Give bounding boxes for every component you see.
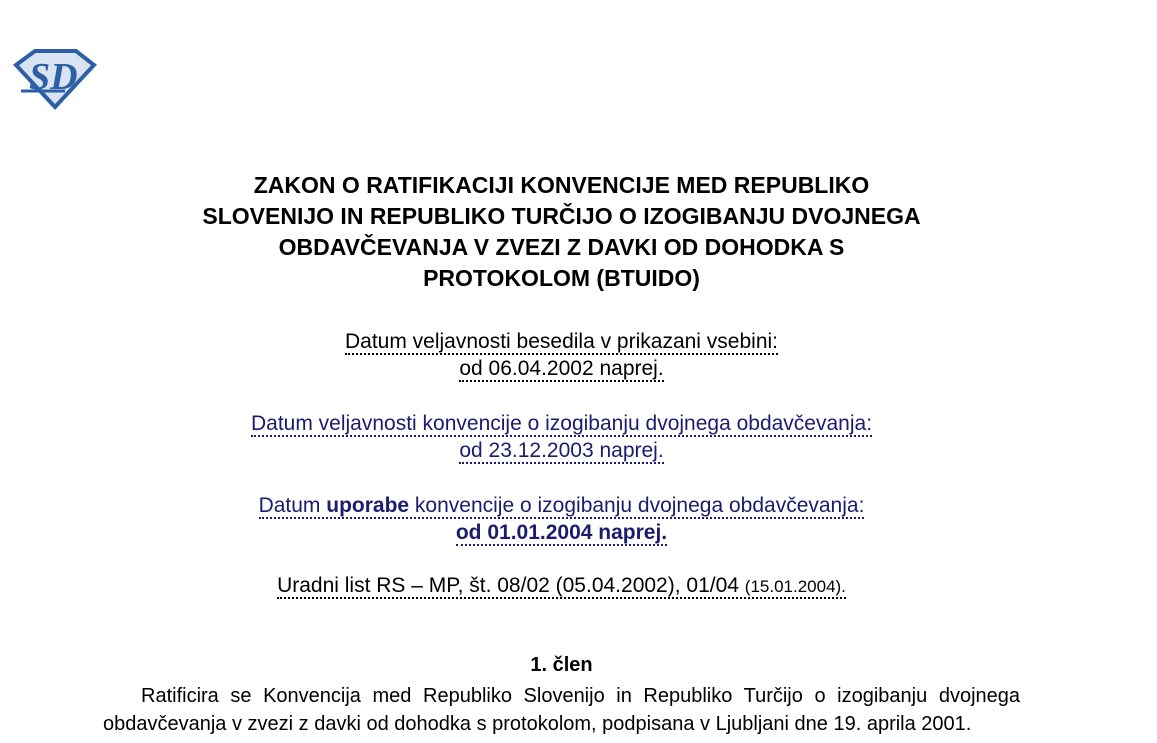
- convention-validity-label: Datum veljavnosti konvencije o izogibanju dvojnega obdavčevanja:: [250, 412, 873, 435]
- logo-letters: SD: [29, 56, 78, 98]
- article-1-heading: 1. člen: [530, 654, 593, 676]
- convention-validity-block: [103, 410, 1020, 464]
- official-gazette-main: Uradni list RS – MP, št. 08/02 (05.04.2002), 01/04: [277, 574, 745, 597]
- title-line-1: ZAKON O RATIFIKACIJI KONVENCIJE MED REPUBLIKO: [253, 172, 870, 198]
- convention-application-block: [103, 492, 1020, 546]
- convention-validity-date: od 23.12.2003 naprej.: [459, 439, 664, 462]
- convention-application-date: od 01.01.2004 naprej.: [455, 521, 668, 544]
- article-1-body: Ratificira se Konvencija med Republiko Slovenijo in Republiko Turčijo o izogibanju dvojnega obdavčevanja v zvezi z davki od dohodka s protokolom, podpisana v Ljubljani dne 19. aprila 2001.: [103, 685, 1020, 735]
- convention-application-label-prefix: Datum: [258, 494, 327, 517]
- convention-application-label-suffix: konvencije o izogibanju dvojnega obdavčevanja:: [409, 494, 865, 517]
- title-line-3: OBDAVČEVANJA V ZVEZI Z DAVKI OD DOHODKA S: [278, 234, 845, 260]
- document-title: [103, 170, 1020, 294]
- text-validity-label: Datum veljavnosti besedila v prikazani vsebini:: [344, 330, 779, 353]
- convention-application-label-bold: uporabe: [326, 494, 410, 517]
- document-page: [103, 0, 1020, 738]
- official-gazette-text: [277, 574, 846, 599]
- sd-diamond-logo: [13, 47, 97, 111]
- official-gazette-line: [103, 572, 1020, 600]
- official-gazette-small: (15.01.2004).: [744, 577, 846, 596]
- sd-diamond-logo-graphic: [13, 47, 97, 111]
- title-line-2: SLOVENIJO IN REPUBLIKO TURČIJO O IZOGIBANJU DVOJNEGA: [202, 203, 921, 229]
- text-validity-block: [103, 328, 1020, 382]
- title-line-4: PROTOKOLOM (BTUIDO): [423, 265, 700, 291]
- text-validity-date: od 06.04.2002 naprej.: [459, 357, 664, 380]
- convention-application-label: [259, 494, 865, 519]
